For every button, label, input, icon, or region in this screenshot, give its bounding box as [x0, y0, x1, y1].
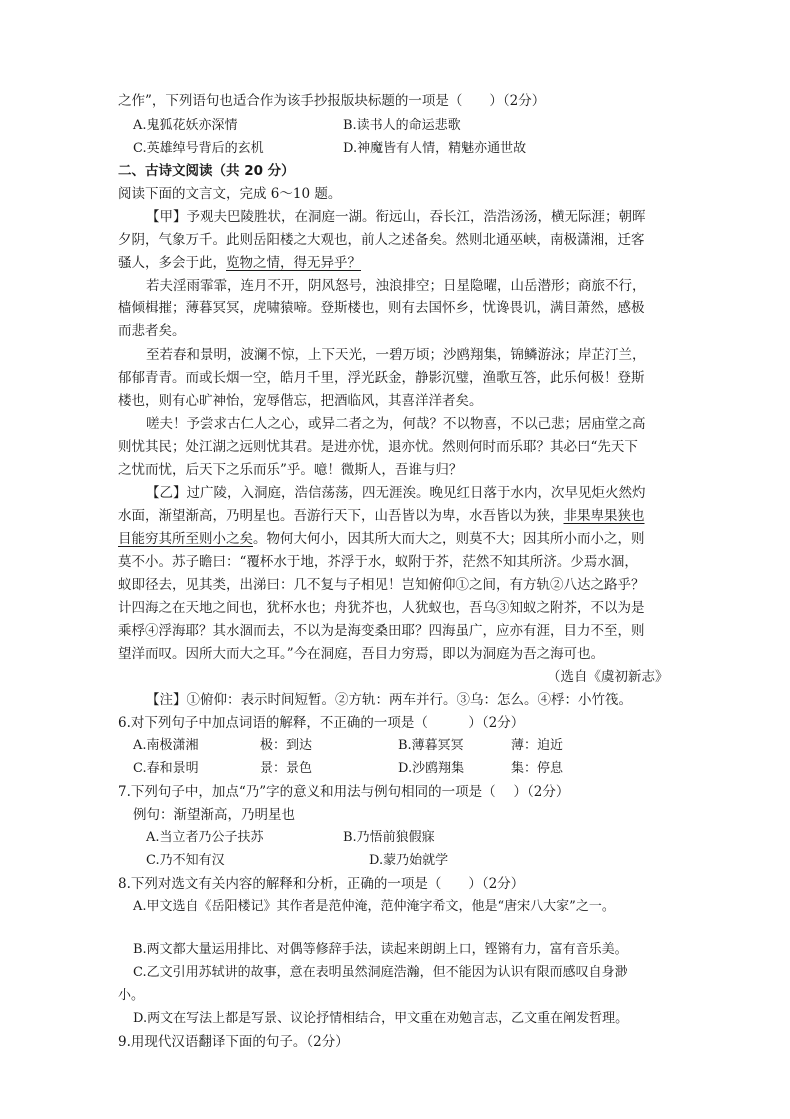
q8-option-d: D.两文在写法上都是写景、议论抒情相结合，甲文重在劝勉言志，乙文重在阐发哲理。 [133, 1011, 629, 1026]
source-citation: （选自《虞初新志》 [547, 669, 669, 685]
yi-text: 。物何大何小，因其所大而大之，则莫不大；因其所小而小之，则 [253, 531, 645, 547]
yi-line: 蚁即径去，见其类，出涕曰：几不复与子相见！岂知俯仰①之间，有方轨②八达之路乎？ [118, 577, 645, 593]
q8-option-b: B.两文都大量运用排比、对偶等修辞手法，读起来朗朗上口，铿锵有力，富有音乐美。 [133, 942, 628, 957]
q7-option-a: A.当立者乃公子扶苏 [146, 830, 264, 845]
q7-option-b: B.乃悟前狼假寐 [343, 830, 435, 845]
yi-line [118, 506, 645, 526]
q5-stem: 之作”，下列语句也适合作为该手抄报版块标题的一项是（ ）（2分） [118, 93, 546, 109]
yi-line: 乘桴④浮海耶？其水涸而去，不以为是海变桑田耶？四海虽广，应亦有涯，目力不至，则 [118, 623, 645, 639]
q6-option-c-gloss: 景：景色 [260, 761, 313, 776]
q8-option-c-cont: 小。 [118, 988, 145, 1003]
yi-line: 莫不小。苏子瞻曰：“覆杯水于地，芥浮于水，蚁附于芥，茫然不知其所济。少焉水涸， [118, 554, 638, 570]
jia-line: 嗟夫！予尝求古仁人之心，或异二者之为，何哉？不以物喜，不以己悲；居庙堂之高 [146, 416, 646, 432]
q6-option-a-phrase: A.南极潇湘 [133, 738, 199, 753]
jia-line: 【甲】予观夫巴陵胜状，在洞庭一湖。衔远山，吞长江，浩浩汤汤，横无际涯；朝晖 [146, 209, 646, 225]
q5-option-b: B.读书人的命运悲歌 [343, 118, 461, 133]
q9-stem: 9.用现代汉语翻译下面的句子。（2分） [118, 1034, 349, 1050]
q6-option-c-phrase: C.春和景明 [133, 761, 199, 776]
jia-line: 若夫淫雨霏霏，连月不开，阴风怒号，浊浪排空；日星隐曜，山岳潜形；商旅不行， [146, 278, 646, 294]
q6-option-b-phrase: B.薄暮冥冥 [398, 738, 464, 753]
annotation-note: 【注】①俯仰：表示时间短暂。②方轨：两车并行。③乌：怎么。④桴：小竹筏。 [146, 692, 632, 708]
yi-line: 望洋而叹。因所大而大之耳。”今在洞庭，吾目力穷焉，即以为洞庭为吾之海可也。 [118, 646, 605, 662]
q5-option-d: D.神魔皆有人情，精魅亦通世故 [343, 141, 527, 156]
q7-example: 例句：渐望渐高，乃明星也 [133, 807, 295, 823]
q5-option-a: A.鬼狐花妖亦深情 [133, 118, 238, 133]
q6-option-d-phrase: D.沙鸥翔集 [398, 761, 465, 776]
yi-text: 水面，渐望渐高，乃明星也。吾游行天下，山吾皆以为卑，水吾皆以为狭， [118, 508, 564, 524]
jia-line [118, 253, 361, 273]
q8-stem: 8.下列对选文有关内容的解释和分析，正确的一项是（ ）（2分） [118, 876, 525, 892]
q6-option-d-gloss: 集：停息 [511, 761, 564, 776]
jia-text: 骚人，多会于此， [118, 255, 226, 271]
yi-line [118, 529, 645, 549]
q6-option-b-gloss: 薄：迫近 [511, 738, 564, 753]
q8-option-a: A.甲文选自《岳阳楼记》其作者是范仲淹，范仲淹字希文，他是“唐宋八大家”之一。 [133, 899, 615, 914]
jia-line: 而悲者矣。 [118, 323, 186, 339]
yi-underlined-sentence: 目能穷其所至则小之矣 [118, 531, 253, 547]
q6-option-a-gloss: 极：到达 [260, 738, 313, 753]
jia-line: 楼也，则有心旷神怡，宠辱偕忘，把酒临风，其喜洋洋者矣。 [118, 393, 483, 409]
q5-option-c: C.英雄绰号背后的玄机 [133, 141, 264, 156]
jia-line: 樯倾楫摧；薄暮冥冥，虎啸猿啼。登斯楼也，则有去国怀乡，忧谗畏讥，满目萧然，感极 [118, 300, 645, 316]
yi-line: 计四海之在天地之间也，犹杯水也；舟犹芥也，人犹蚁也，吾乌③知蚁之附芥，不以为是 [118, 600, 645, 616]
q6-stem: 6.对下列句子中加点词语的解释，不正确的一项是（ ）（2分） [118, 715, 525, 731]
section-instruction: 阅读下面的文言文，完成 6～10 题。 [118, 186, 342, 202]
jia-line: 至若春和景明，波澜不惊，上下天光，一碧万顷；沙鸥翔集，锦鳞游泳；岸芷汀兰， [146, 347, 646, 363]
yi-underlined-sentence: 非果卑果狭也 [563, 508, 645, 524]
q8-option-c: C.乙文引用苏轼讲的故事，意在表明虽然洞庭浩瀚，但不能因为认识有限而感叹自身渺 [133, 965, 628, 980]
yi-line: 【乙】过广陵，入洞庭，浩信荡荡，四无涯涘。晚见红日落于水内，次早见炬火然灼 [146, 485, 646, 501]
jia-line: 之忧而忧，后天下之乐而乐”乎。噫！微斯人，吾谁与归？ [118, 462, 463, 478]
jia-underlined-sentence: 览物之情，得无异乎？ [226, 255, 361, 271]
q7-option-c: C.乃不知有汉 [146, 853, 225, 868]
jia-line: 则忧其民；处江湖之远则忧其君。是进亦忧，退亦忧。然则何时而乐耶？其必曰“先天下 [118, 439, 638, 455]
q7-option-d: D.蒙乃始就学 [369, 853, 449, 868]
q7-stem: 7.下列句子中，加点“乃”字的意义和用法与例句相同的一项是（ ）（2分） [118, 784, 570, 800]
jia-line: 郁郁青青。而或长烟一空，皓月千里，浮光跃金，静影沉璧，渔歌互答，此乐何极！登斯 [118, 370, 645, 386]
jia-line: 夕阴，气象万千。此则岳阳楼之大观也，前人之述备矣。然则北通巫峡，南极潇湘，迁客 [118, 232, 645, 248]
section-title: 二、古诗文阅读（共 20 分） [118, 163, 295, 179]
